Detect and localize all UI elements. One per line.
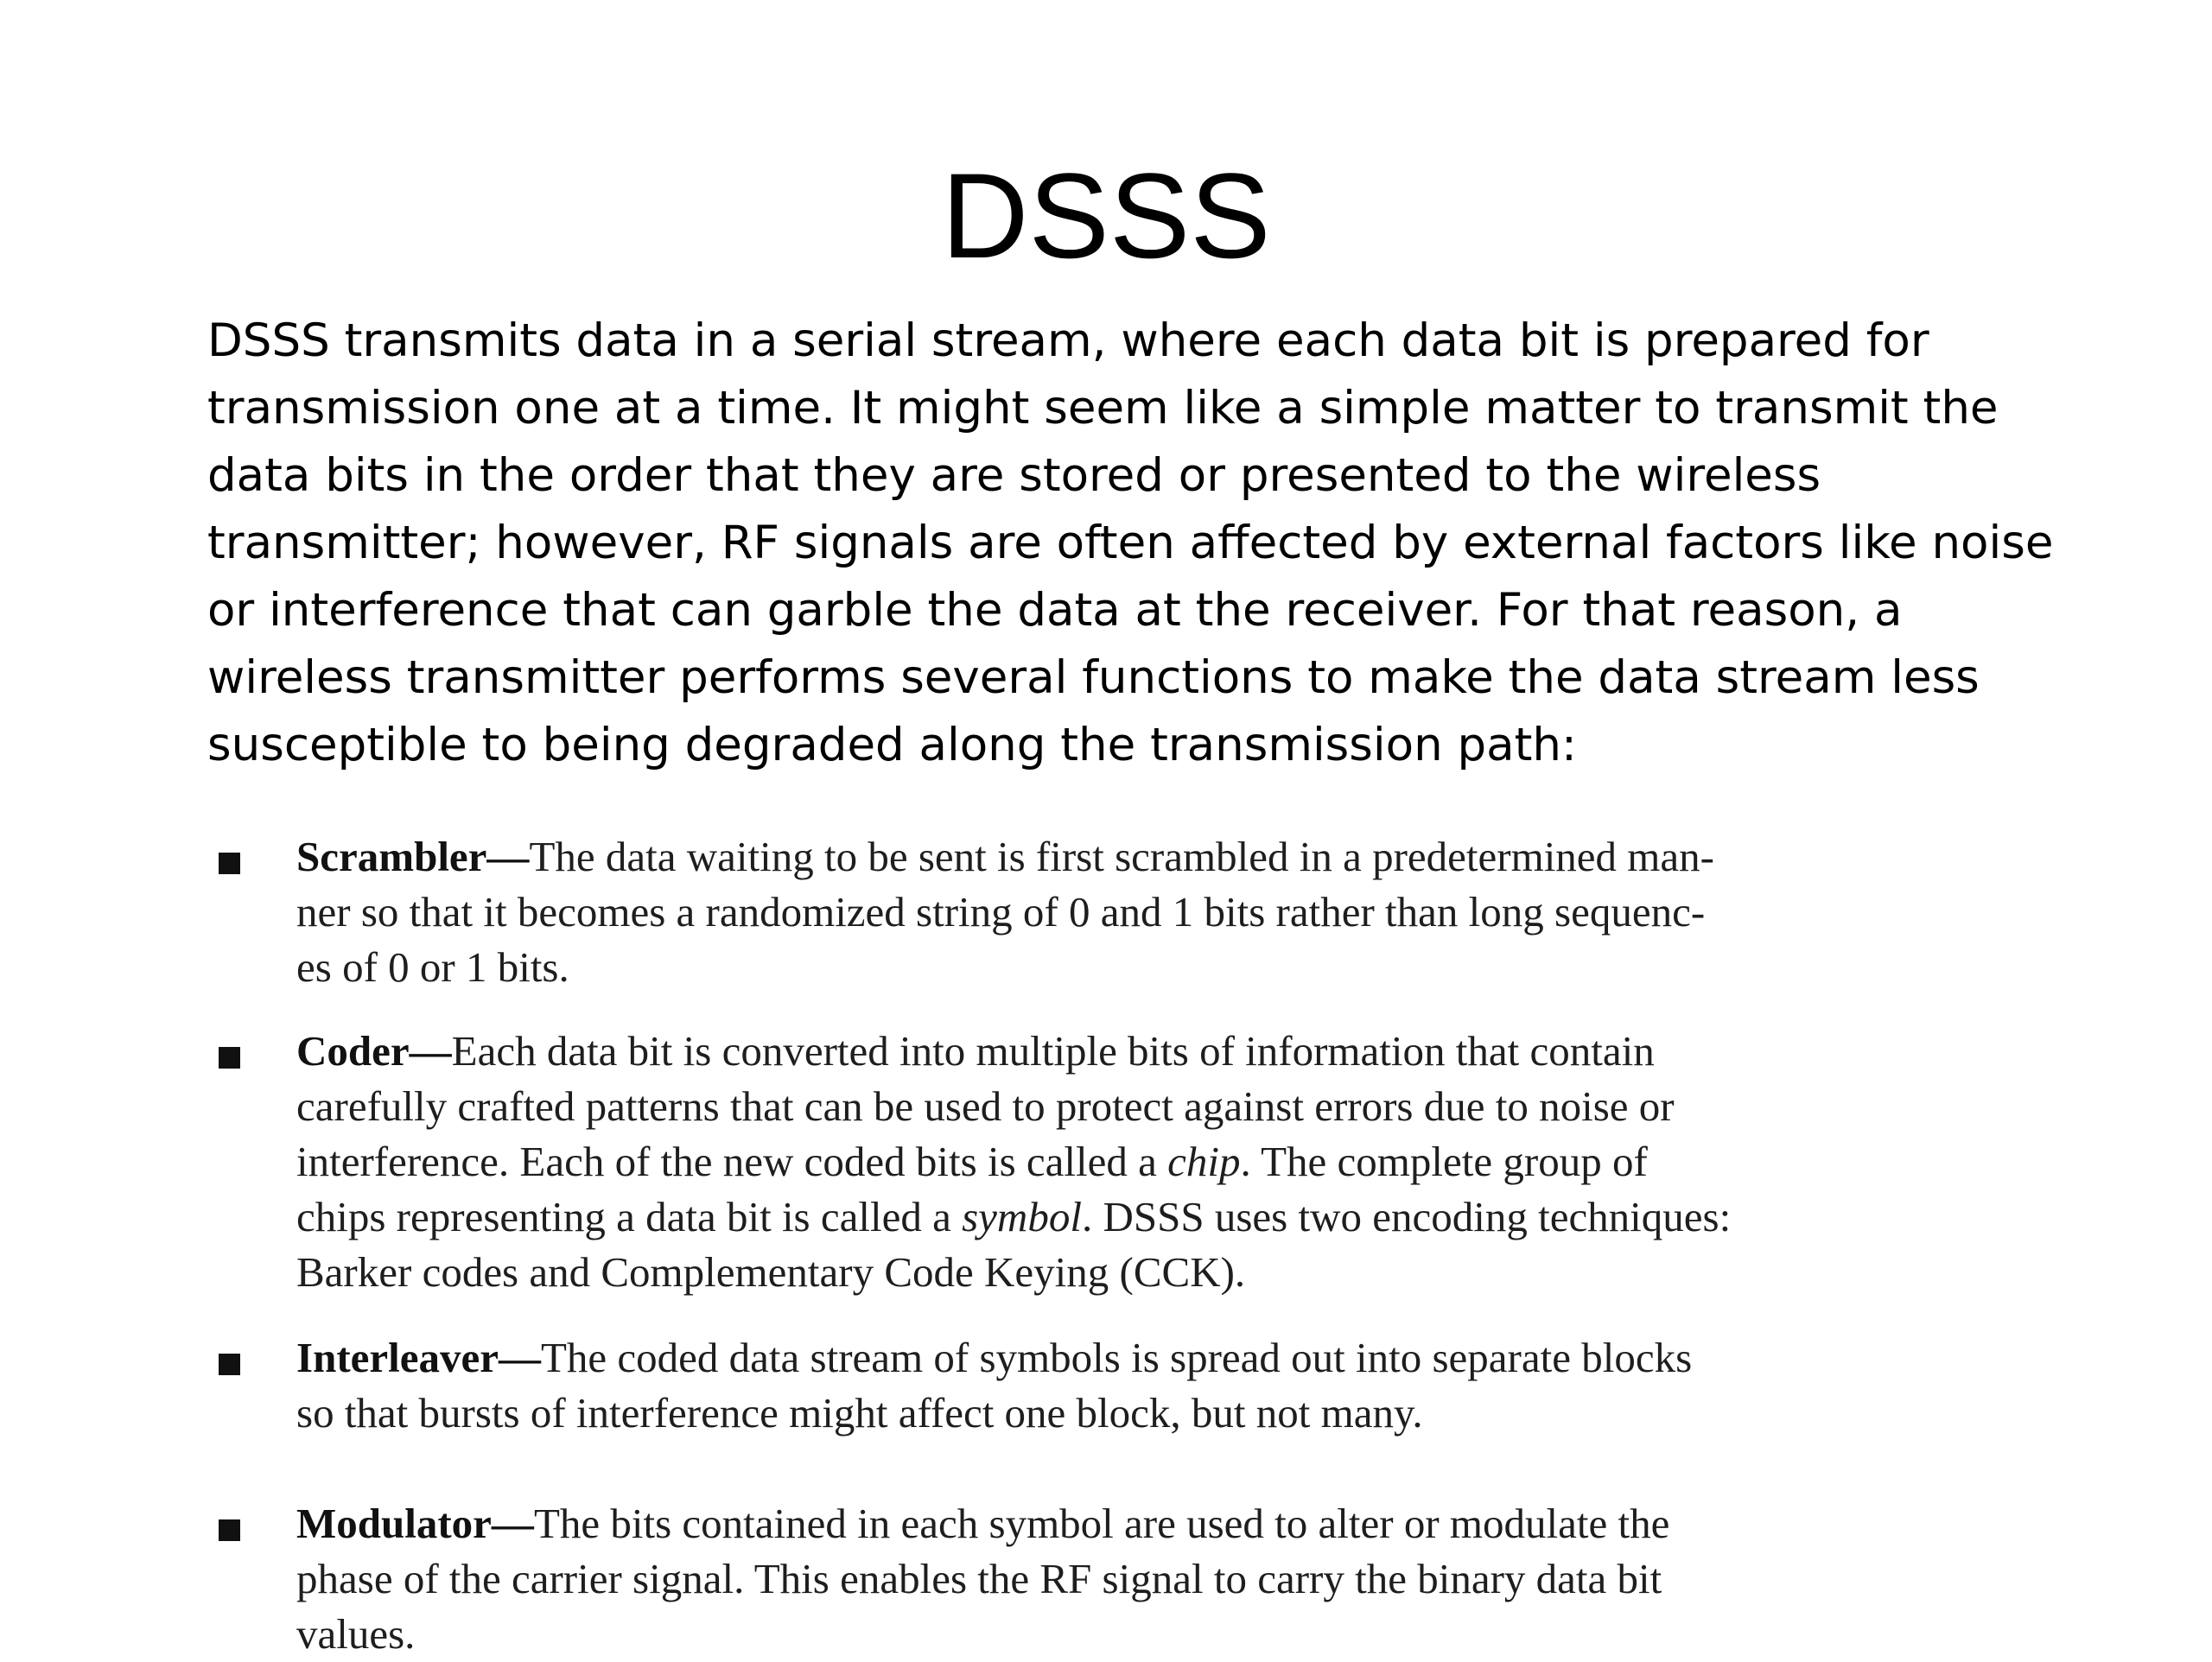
bullet-square-icon <box>219 853 240 874</box>
intro-paragraph <box>207 308 2054 779</box>
bullet-line-text: The data waiting to be sent is first scrambled in a predetermined man- <box>529 833 1714 880</box>
bullet-line: so that bursts of interference might affect one block, but not many. <box>296 1389 1423 1437</box>
term-chip: chip <box>1167 1138 1241 1185</box>
bullet-line-text: interference. Each of the new coded bits is called a <box>296 1138 1168 1185</box>
bullet-line <box>296 1024 1938 1079</box>
bullet-line: carefully crafted patterns that can be used to protect against errors due to noise or <box>296 1082 1675 1130</box>
intro-line: DSSS transmits data in a serial stream, where each data bit is prepared for <box>207 314 1929 367</box>
bullet-term: Scrambler— <box>296 833 530 880</box>
bullet-text <box>296 1024 1938 1300</box>
bullet-line: ner so that it becomes a randomized string of 0 and 1 bits rather than long sequenc- <box>296 888 1706 936</box>
bullet-line <box>296 1496 1938 1551</box>
bullet-line: es of 0 or 1 bits. <box>296 943 569 991</box>
bullet-term: Interleaver— <box>296 1334 541 1381</box>
intro-line: transmitter; however, RF signals are often affected by external factors like noise <box>207 517 2054 569</box>
bullet-line-text: chips representing a data bit is called a <box>296 1193 963 1240</box>
bullet-line: Barker codes and Complementary Code Keying (CCK). <box>296 1248 1246 1296</box>
bullet-line-text: . DSSS uses two encoding techniques: <box>1081 1193 1732 1240</box>
bullet-line-text: . The complete group of <box>1240 1138 1648 1185</box>
bullet-line-text: Each data bit is converted into multiple bits of information that contain <box>451 1027 1655 1075</box>
bullet-square-icon <box>219 1519 240 1541</box>
bullet-line <box>296 1189 1938 1245</box>
bullet-text <box>296 829 1938 995</box>
bullet-line <box>296 829 1938 885</box>
term-symbol: symbol <box>962 1193 1082 1240</box>
slide-title: DSSS <box>941 148 1271 283</box>
bullet-line: phase of the carrier signal. This enables the RF signal to carry the binary data bit <box>296 1555 1662 1602</box>
bullet-line-text: The coded data stream of symbols is spread out into separate blocks <box>541 1334 1693 1381</box>
intro-line: susceptible to being degraded along the transmission path: <box>207 719 1577 771</box>
bullet-square-icon <box>219 1047 240 1069</box>
bullet-text <box>296 1330 1938 1441</box>
intro-line: wireless transmitter performs several functions to make the data stream less <box>207 651 1980 704</box>
bullet-square-icon <box>219 1354 240 1375</box>
bullet-text <box>296 1496 1938 1662</box>
bullet-line-text: The bits contained in each symbol are used to alter or modulate the <box>533 1500 1670 1547</box>
bullet-line: values. <box>296 1610 416 1658</box>
intro-line: transmission one at a time. It might seem like a simple matter to transmit the <box>207 382 1999 435</box>
bullet-line <box>296 1134 1938 1189</box>
bullet-line <box>296 1330 1938 1386</box>
bullet-term: Coder— <box>296 1027 452 1075</box>
bullet-term: Modulator— <box>296 1500 534 1547</box>
intro-line: data bits in the order that they are stored or presented to the wireless <box>207 449 1821 502</box>
intro-line: or interference that can garble the data at the receiver. For that reason, a <box>207 584 1903 637</box>
